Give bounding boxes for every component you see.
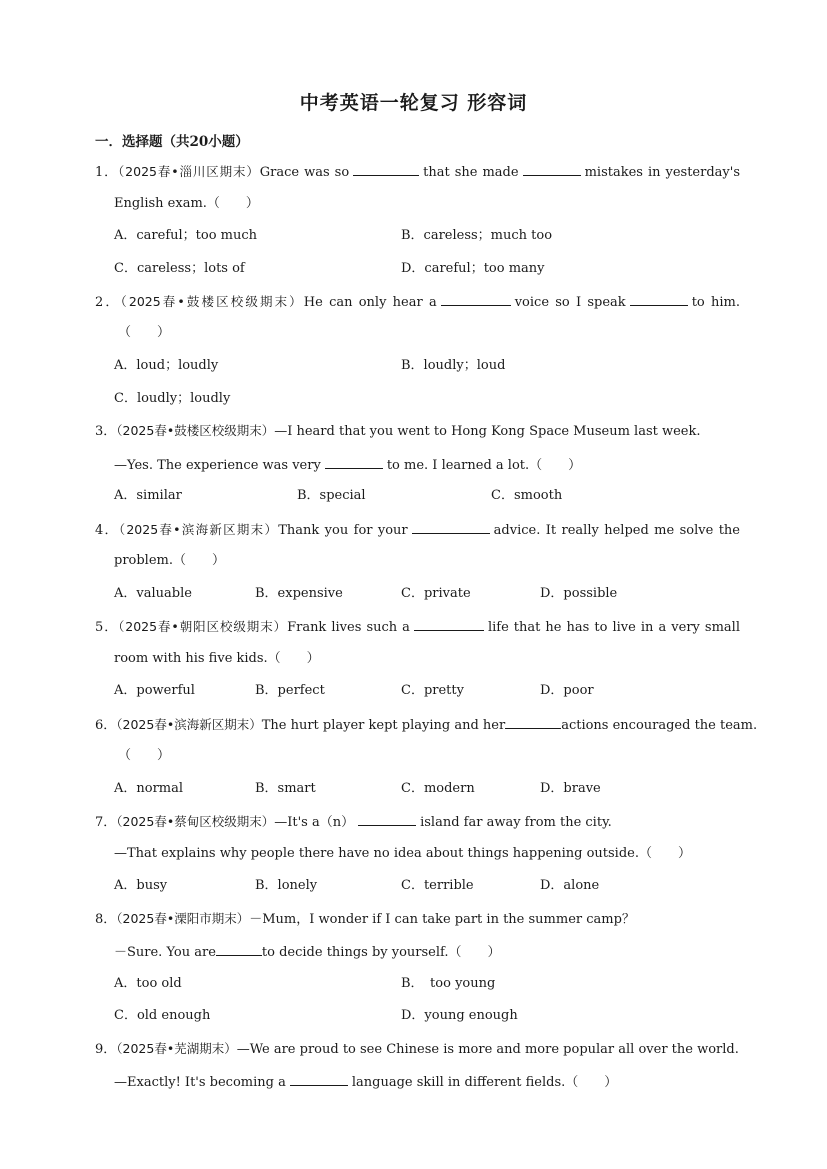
section-heading: 一．选择题（共20小题） [95, 134, 249, 150]
option-c[interactable]: C．careless；lots of [114, 261, 245, 276]
question-3-cont: —Yes. The experience was very to me. I learned a lot.（ ） [114, 455, 581, 475]
option-a[interactable]: A．careful；too much [114, 228, 258, 243]
question-4-cont: problem.（ ） [114, 553, 225, 568]
option-b[interactable]: B．careless；much too [401, 228, 553, 243]
option-d[interactable]: D．alone [540, 878, 600, 893]
option-b[interactable]: B．special [297, 488, 366, 503]
question-8: 8．（2025春•溧阳市期末）－Mum，I wonder if I can take part in the summer camp？ [95, 911, 635, 927]
question-9: 9．（2025春•芜湖期末）—We are proud to see Chinese is more and more popular all over the world. [95, 1041, 739, 1057]
option-c[interactable]: C．loudly；loudly [114, 391, 231, 406]
option-d[interactable]: D．possible [540, 586, 618, 601]
option-b[interactable]: B．smart [255, 781, 316, 796]
question-4: 4．（2025春•滨海新区期末）Thank you for your advice. It really helped me solve the [95, 522, 740, 538]
option-b[interactable]: B．perfect [255, 683, 325, 698]
option-c[interactable]: C．old enough [114, 1008, 211, 1023]
option-c[interactable]: C．terrible [401, 878, 474, 893]
question-7-cont: —That explains why people there have no idea about things happening outside.（ ） [114, 846, 691, 861]
option-d[interactable]: D．careful；too many [401, 261, 545, 276]
option-a[interactable]: A．valuable [114, 586, 192, 601]
option-c[interactable]: C．pretty [401, 683, 464, 698]
option-b[interactable]: B． too young [401, 976, 496, 991]
question-2-cont: （ ） [118, 325, 171, 340]
option-a[interactable]: A．loud；loudly [114, 358, 219, 373]
option-d[interactable]: D．brave [540, 781, 601, 796]
option-a[interactable]: A．too old [114, 976, 182, 991]
option-a[interactable]: A．busy [114, 878, 168, 893]
option-a[interactable]: A．similar [114, 488, 182, 503]
option-d[interactable]: D．young enough [401, 1008, 518, 1023]
option-a[interactable]: A．powerful [114, 683, 195, 698]
question-6: 6．（2025春•滨海新区期末）The hurt player kept playing and her actions encouraged the team. [95, 717, 758, 733]
question-6-cont: （ ） [118, 748, 171, 763]
page-title: 中考英语一轮复习 形容词 [299, 92, 528, 114]
option-b[interactable]: B．lonely [255, 878, 318, 893]
question-7: 7．（2025春•蔡甸区校级期末）—It's a（n） island far away from the city. [95, 814, 612, 830]
option-c[interactable]: C．modern [401, 781, 475, 796]
question-8-cont: －Sure. You are to decide things by yourself.（ ） [114, 942, 501, 962]
option-a[interactable]: A．normal [114, 781, 184, 796]
option-c[interactable]: C．private [401, 586, 471, 601]
question-5-cont: room with his five kids.（ ） [114, 651, 320, 666]
question-3: 3．（2025春•鼓楼区校级期末）—I heard that you went to Hong Kong Space Museum last week. [95, 423, 701, 439]
question-2: 2．（2025春•鼓楼区校级期末）He can only hear a voice so I speak to him. [95, 294, 740, 310]
option-b[interactable]: B．expensive [255, 586, 343, 601]
option-b[interactable]: B．loudly；loud [401, 358, 506, 373]
question-5: 5．（2025春•朝阳区校级期末）Frank lives such a life that he has to live in a very small [95, 619, 740, 635]
question-9-cont: —Exactly! It's becoming a language skill in different fields.（ ） [114, 1072, 617, 1092]
option-c[interactable]: C．smooth [491, 488, 563, 503]
option-d[interactable]: D．poor [540, 683, 594, 698]
question-1: 1．（2025春•淄川区期末）Grace was so that she made mistakes in yesterday's [95, 164, 741, 180]
question-1-cont: English exam.（ ） [114, 196, 259, 211]
